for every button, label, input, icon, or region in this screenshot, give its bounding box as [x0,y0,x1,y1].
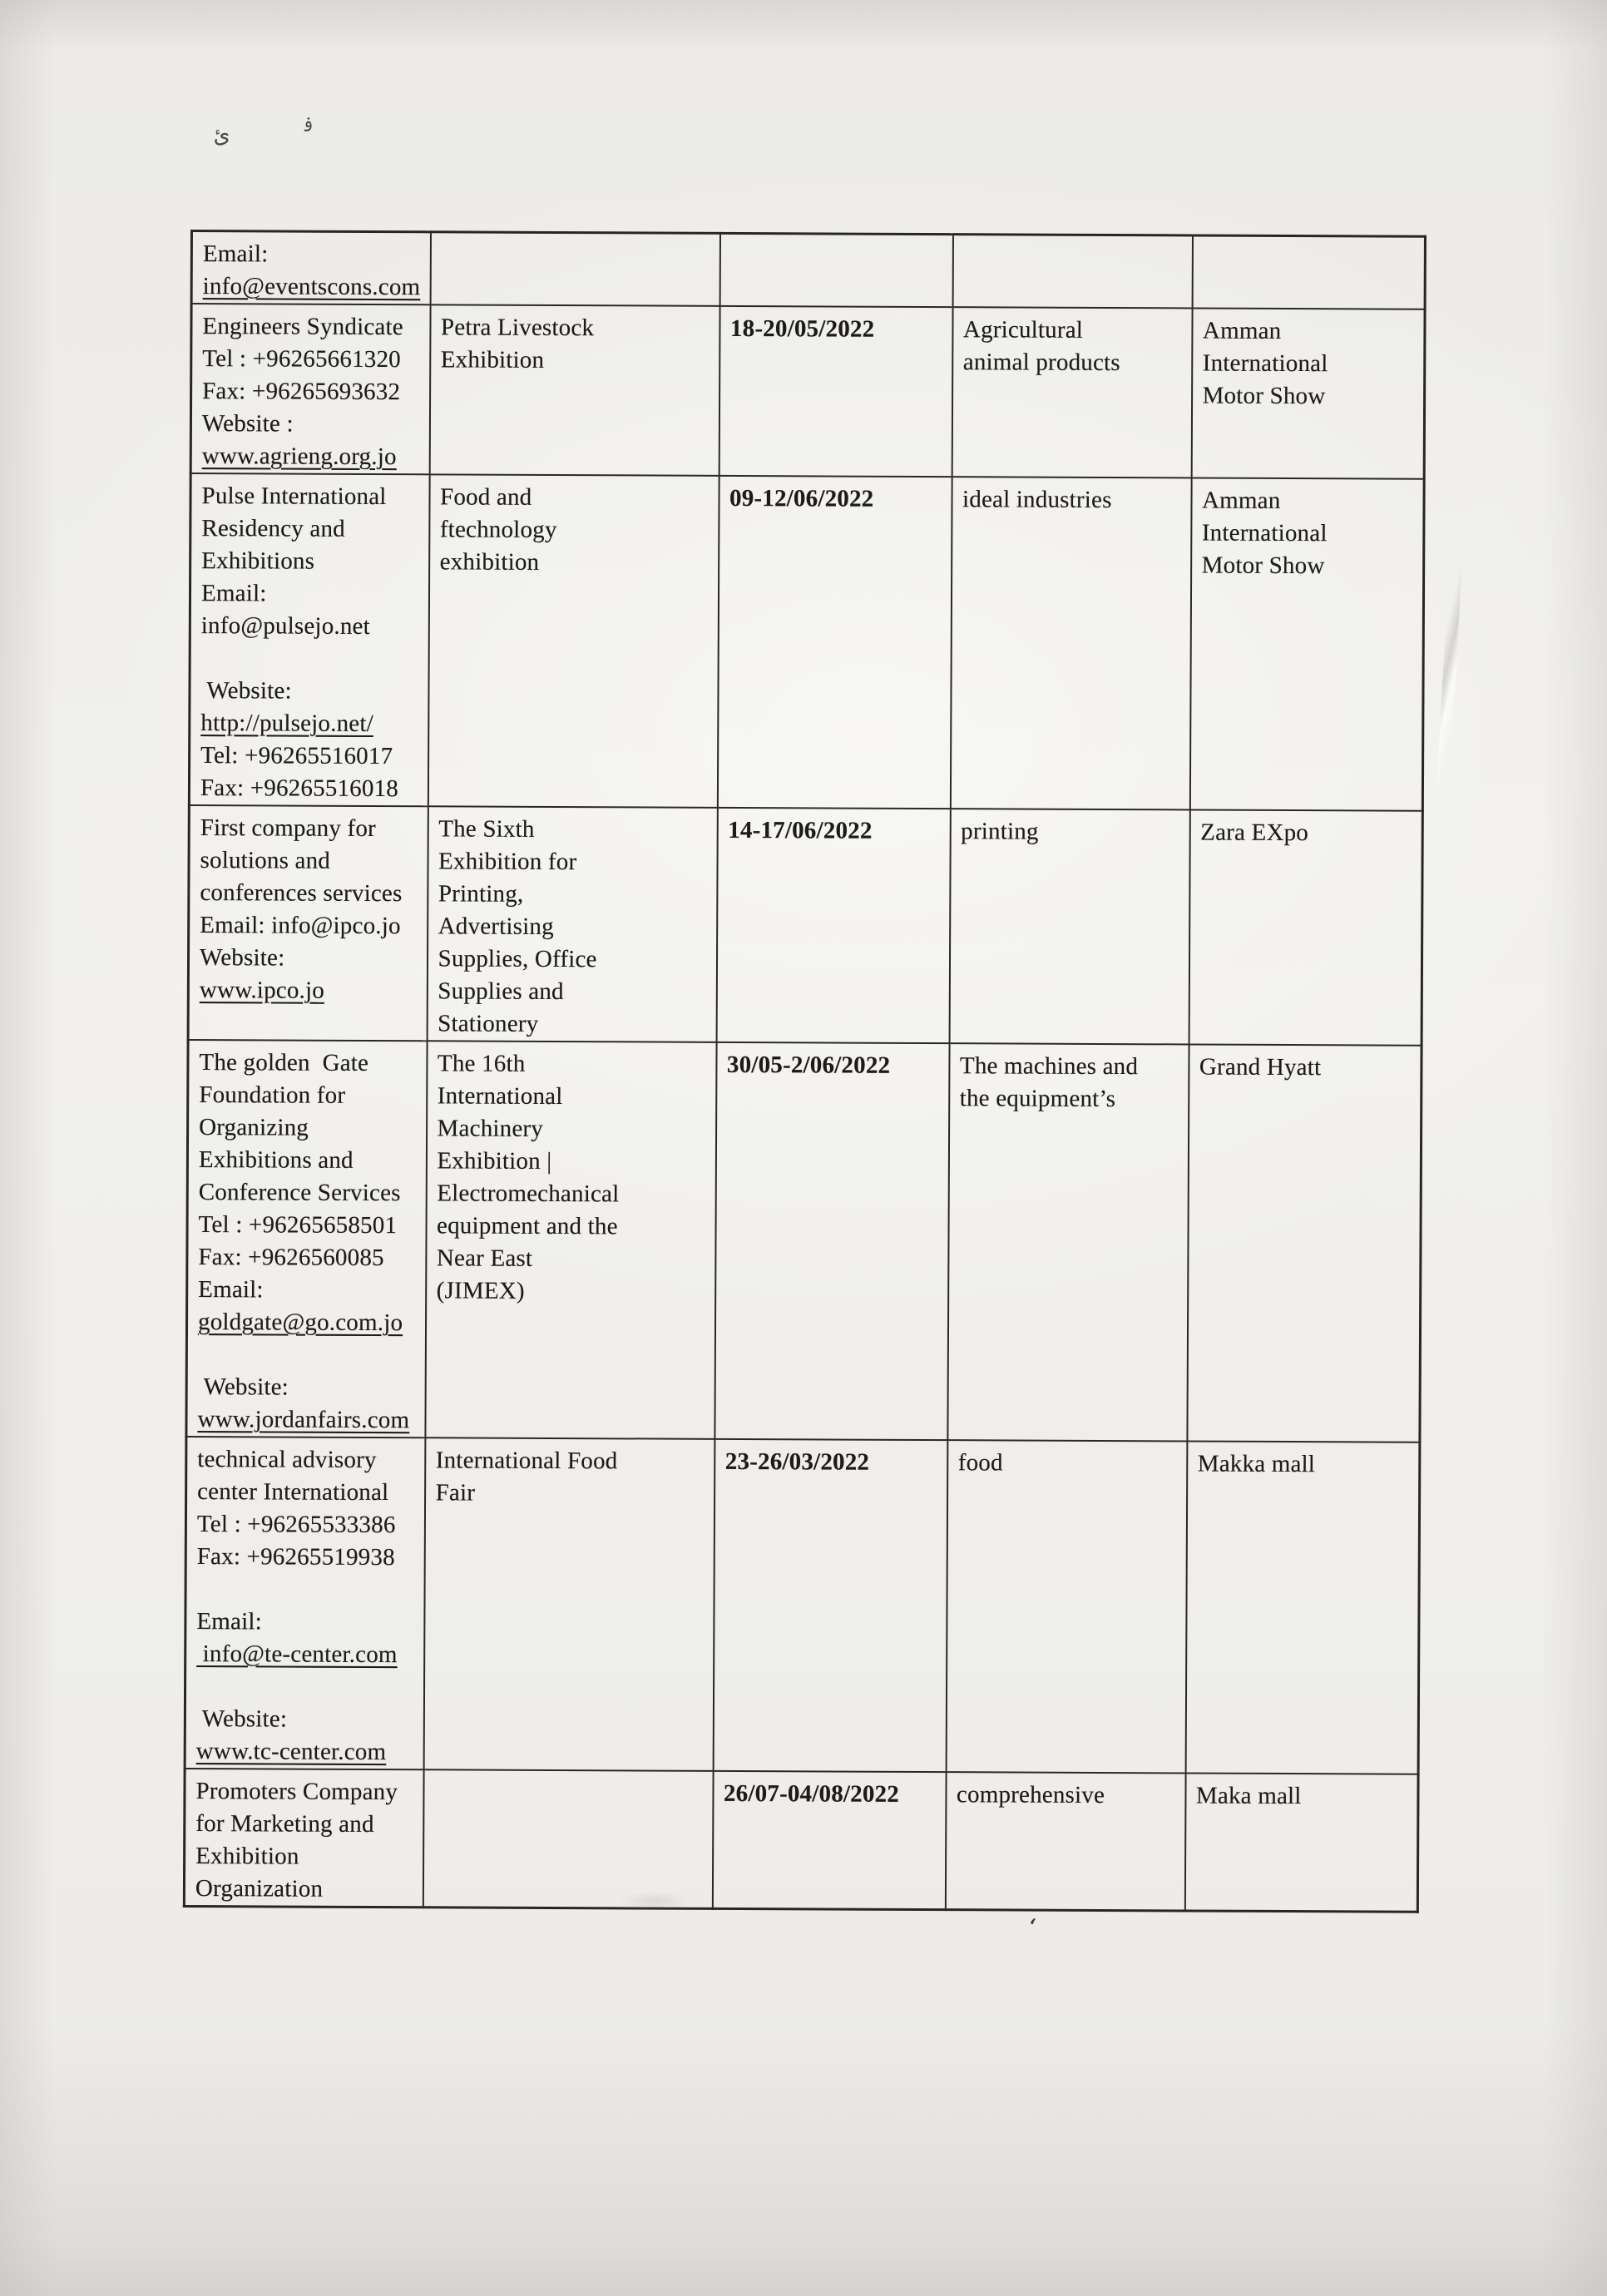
cell-line: Website: [199,944,285,972]
cell-line: Exhibition [440,346,545,374]
cell-line: The machines and [959,1052,1139,1081]
cell-line: Exhibition | [437,1147,552,1175]
cell-line: Email: [196,1608,262,1635]
cell-line: Fax: +96265693632 [202,378,401,406]
cell-line: (JIMEX) [436,1277,525,1304]
cell-line: Machinery [437,1115,544,1142]
cell-date [719,233,952,307]
exhibitions-table-wrapper [183,230,1427,1913]
cell-venue [1184,1773,1418,1912]
table-row [189,473,1424,811]
cell-line: Exhibition for [438,848,577,876]
cell-line [198,1339,420,1372]
cell-line: Supplies, Office [438,945,597,973]
cell-sector [950,477,1191,809]
cell-line [196,1573,418,1606]
cell-organizer [190,304,430,474]
cell-line: Printing, [438,880,524,908]
cell-line: First company for [200,814,377,843]
cell-line: Grand Hyatt [1199,1053,1322,1081]
cell-line: Foundation for [199,1081,346,1109]
cell-line: Website : [201,410,294,438]
cell-line: Conference Services [198,1179,401,1207]
cell-line: Website: [200,677,292,705]
exhibition-date: 14-17/06/2022 [728,816,873,844]
cell-line: info@te-center.com [196,1640,398,1669]
exhibition-date: 23-26/03/2022 [724,1447,870,1476]
cell-organizer [189,473,429,806]
cell-line: Website: [195,1705,288,1733]
pencil-mark: ۏ [303,111,314,131]
cell-line: International Food [435,1447,618,1475]
cell-line: conferences services [200,879,403,908]
cell-line: Tel : +96265661320 [202,345,402,374]
cell-organizer [191,231,430,305]
cell-sector [947,1043,1189,1441]
cell-line: Electromechanical [437,1180,620,1208]
table-row [190,304,1425,479]
cell-line: technical advisory [197,1446,377,1474]
cell-exhibition [423,1437,714,1771]
cell-line: International [1202,349,1328,378]
table-row [185,1437,1420,1774]
cell-line: for Marketing and [195,1810,374,1838]
table-row [184,1769,1418,1912]
cell-line: International [1201,519,1328,547]
cell-venue [1185,1441,1420,1774]
cell-line: Amman [1202,317,1282,344]
cell-line [196,1670,418,1704]
cell-line: Email: info@ipco.jo [200,912,401,940]
cell-line: Exhibition [195,1843,299,1870]
cell-exhibition [428,474,719,808]
paper-crease [1433,453,1467,853]
cell-line: Zara EXpo [1200,819,1309,847]
cell-line: Supplies and [438,977,564,1006]
cell-line: Stationery [438,1010,539,1037]
table-row [186,1040,1422,1442]
cell-sector [949,809,1189,1044]
cell-date [713,1439,947,1772]
cell-line: ftechnology [439,516,557,544]
exhibitions-table [183,230,1427,1913]
cell-line: Exhibitions and [198,1146,354,1174]
cell-line: info@eventscons.com [202,273,421,301]
cell-line: equipment and the [436,1212,618,1240]
cell-line: solutions and [200,847,331,874]
cell-line: Fax: +96265519938 [196,1543,395,1571]
cell-line: Fax: +96265516018 [200,774,399,803]
cell-line: Engineers Syndicate [202,313,403,341]
cell-exhibition [425,1041,716,1439]
cell-line: ideal industries [962,486,1112,514]
paper-smudge [617,1890,692,1912]
cell-line: Food and [439,483,532,511]
cell-line: Amman [1201,487,1281,514]
cell-organizer [185,1437,425,1769]
cell-line: Organization [195,1875,324,1903]
cell-venue [1191,308,1425,478]
cell-sector [945,1772,1185,1911]
cell-line: comprehensive [956,1781,1105,1809]
exhibition-date: 18-20/05/2022 [729,314,875,343]
cell-line: Maka mall [1195,1782,1302,1810]
cell-line: www.agrieng.org.jo [201,443,397,471]
cell-line: Tel : +96265658501 [198,1211,398,1240]
cell-organizer [184,1769,423,1908]
exhibition-date: 09-12/06/2022 [729,484,874,512]
cell-line [201,642,423,675]
cell-line: Fair [435,1479,476,1507]
cell-line: www.tc-center.com [195,1738,387,1766]
cell-exhibition [430,232,719,306]
cell-line: www.ipco.jo [199,977,325,1004]
table-row [188,805,1422,1046]
cell-line: The Sixth [438,815,535,843]
cell-line: Fax: +9626560085 [198,1244,384,1272]
cell-line: printing [961,818,1039,845]
cell-line: food [957,1449,1003,1477]
cell-date [716,808,950,1043]
cell-line: Promoters Company [195,1778,398,1806]
exhibition-date: 26/07-04/08/2022 [723,1779,900,1808]
cell-line: info@pulsejo.net [200,612,370,640]
cell-line: Email: [198,1276,264,1304]
cell-exhibition [423,1769,713,1908]
cell-date [712,1771,946,1910]
cell-line: the equipment’s [959,1085,1116,1113]
cell-organizer [188,805,428,1041]
cell-sector [946,1440,1187,1773]
cell-date [717,476,952,809]
cell-date [714,1042,949,1440]
cell-line: The golden Gate [199,1049,369,1076]
cell-line: exhibition [439,548,540,576]
cell-line: International [437,1082,563,1111]
cell-line: Email: [200,580,267,607]
cell-line: Pulse International [201,482,387,511]
cell-date [719,306,952,477]
cell-line: Advertising [438,913,554,940]
cell-line: Tel : +96265533386 [196,1511,396,1539]
cell-line: Tel: +96265516017 [200,742,393,770]
cell-line: Residency and [201,515,345,542]
cell-organizer [186,1040,427,1437]
cell-exhibition [427,806,717,1042]
pencil-mark: ئ [211,122,231,148]
table-body [184,231,1425,1913]
cell-line: http://pulsejo.net/ [200,710,373,738]
cell-venue [1192,235,1425,309]
cell-line: goldgate@go.com.jo [197,1309,403,1337]
cell-line: Petra Livestock [440,314,595,342]
cell-exhibition [429,304,719,476]
cell-sector [952,307,1192,478]
cell-line: Agricultural [962,316,1084,344]
cell-line: center International [197,1478,389,1507]
table-row [191,231,1425,309]
cell-line: Near East [436,1244,533,1272]
exhibition-date: 30/05-2/06/2022 [726,1051,891,1079]
cell-line: The 16th [437,1050,526,1077]
cell-line: Motor Show [1201,552,1325,580]
cell-line: www.jordanfairs.com [197,1406,410,1434]
pencil-mark: ، [1026,1902,1041,1931]
cell-venue [1187,1044,1422,1442]
cell-line: Organizing [199,1114,309,1141]
cell-sector [952,235,1192,309]
cell-line: Motor Show [1202,382,1326,410]
cell-line: animal products [962,349,1120,377]
cell-line: Exhibitions [201,547,315,575]
cell-line: Makka mall [1197,1450,1316,1478]
cell-line: Website: [197,1373,289,1401]
cell-line: Email: [202,240,269,268]
cell-venue [1189,478,1424,810]
cell-venue [1189,809,1422,1045]
